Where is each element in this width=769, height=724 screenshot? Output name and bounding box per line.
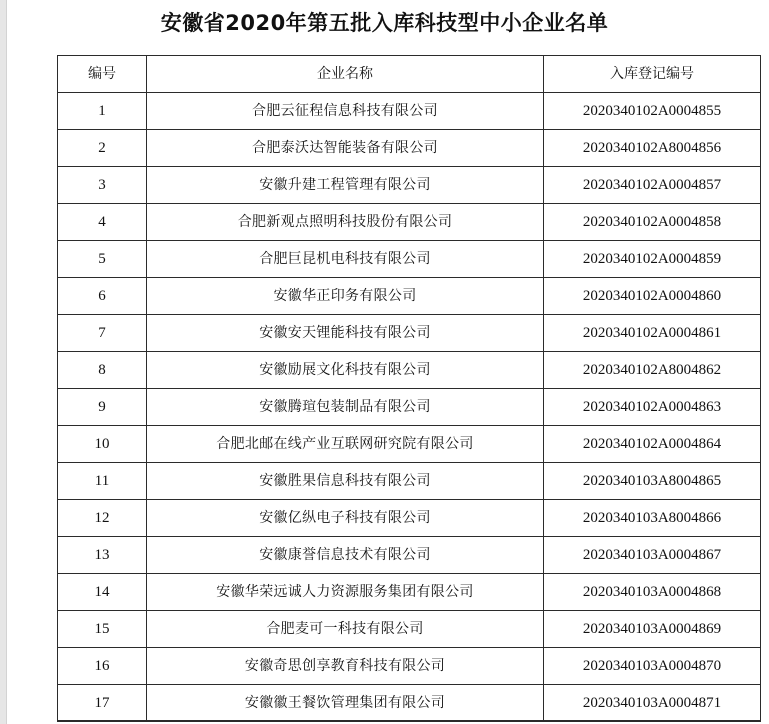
row-number: 17	[58, 685, 147, 722]
registration-number: 2020340102A0004855	[544, 93, 761, 130]
company-name: 安徽升建工程管理有限公司	[147, 167, 544, 204]
registration-number: 2020340103A8004866	[544, 500, 761, 537]
registration-number: 2020340102A0004863	[544, 389, 761, 426]
row-number: 3	[58, 167, 147, 204]
registration-number: 2020340103A0004871	[544, 685, 761, 722]
company-name: 安徽康誉信息技术有限公司	[147, 537, 544, 574]
company-name: 安徽胜果信息科技有限公司	[147, 463, 544, 500]
row-number: 16	[58, 648, 147, 685]
company-list-table	[57, 55, 761, 722]
company-name: 合肥云征程信息科技有限公司	[147, 93, 544, 130]
registration-number: 2020340103A0004868	[544, 574, 761, 611]
registration-number: 2020340102A0004860	[544, 278, 761, 315]
registration-number: 2020340102A8004862	[544, 352, 761, 389]
table-row	[58, 500, 761, 537]
page-left-edge	[0, 0, 7, 724]
table-row	[58, 241, 761, 278]
registration-number: 2020340102A0004864	[544, 426, 761, 463]
table-header-row	[58, 56, 761, 93]
table-row	[58, 352, 761, 389]
table-row	[58, 574, 761, 611]
registration-number: 2020340103A8004865	[544, 463, 761, 500]
table-row	[58, 611, 761, 648]
header-registration-number: 入库登记编号	[544, 56, 761, 93]
table-row	[58, 648, 761, 685]
row-number: 13	[58, 537, 147, 574]
row-number: 12	[58, 500, 147, 537]
company-name: 安徽励展文化科技有限公司	[147, 352, 544, 389]
company-name: 安徽华荣远诚人力资源服务集团有限公司	[147, 574, 544, 611]
table-row	[58, 537, 761, 574]
company-name: 安徽亿纵电子科技有限公司	[147, 500, 544, 537]
company-name: 合肥巨昆机电科技有限公司	[147, 241, 544, 278]
table-row	[58, 204, 761, 241]
row-number: 14	[58, 574, 147, 611]
table-row	[58, 278, 761, 315]
company-name: 合肥麦可一科技有限公司	[147, 611, 544, 648]
company-name: 安徽腾瑄包装制品有限公司	[147, 389, 544, 426]
table-row	[58, 463, 761, 500]
row-number: 4	[58, 204, 147, 241]
registration-number: 2020340102A0004859	[544, 241, 761, 278]
registration-number: 2020340102A0004861	[544, 315, 761, 352]
header-company-name: 企业名称	[147, 56, 544, 93]
registration-number: 2020340102A8004856	[544, 130, 761, 167]
company-name: 合肥北邮在线产业互联网研究院有限公司	[147, 426, 544, 463]
registration-number: 2020340103A0004870	[544, 648, 761, 685]
row-number: 8	[58, 352, 147, 389]
document-title: 安徽省2020年第五批入库科技型中小企业名单	[160, 11, 609, 35]
row-number: 10	[58, 426, 147, 463]
row-number: 5	[58, 241, 147, 278]
table-row	[58, 93, 761, 130]
registration-number: 2020340102A0004858	[544, 204, 761, 241]
company-name: 安徽华正印务有限公司	[147, 278, 544, 315]
table-row	[58, 130, 761, 167]
table-row	[58, 426, 761, 463]
table-row	[58, 389, 761, 426]
row-number: 15	[58, 611, 147, 648]
registration-number: 2020340103A0004869	[544, 611, 761, 648]
registration-number: 2020340103A0004867	[544, 537, 761, 574]
header-number: 编号	[58, 56, 147, 93]
row-number: 2	[58, 130, 147, 167]
table-row	[58, 315, 761, 352]
company-name: 安徽奇思创享教育科技有限公司	[147, 648, 544, 685]
row-number: 11	[58, 463, 147, 500]
company-name: 合肥泰沃达智能装备有限公司	[147, 130, 544, 167]
company-name: 安徽徽王餐饮管理集团有限公司	[147, 685, 544, 722]
next-row-border	[57, 720, 760, 721]
table-row	[58, 167, 761, 204]
company-name: 合肥新观点照明科技股份有限公司	[147, 204, 544, 241]
company-name: 安徽安天锂能科技有限公司	[147, 315, 544, 352]
row-number: 7	[58, 315, 147, 352]
row-number: 1	[58, 93, 147, 130]
table-row	[58, 685, 761, 722]
row-number: 6	[58, 278, 147, 315]
row-number: 9	[58, 389, 147, 426]
registration-number: 2020340102A0004857	[544, 167, 761, 204]
